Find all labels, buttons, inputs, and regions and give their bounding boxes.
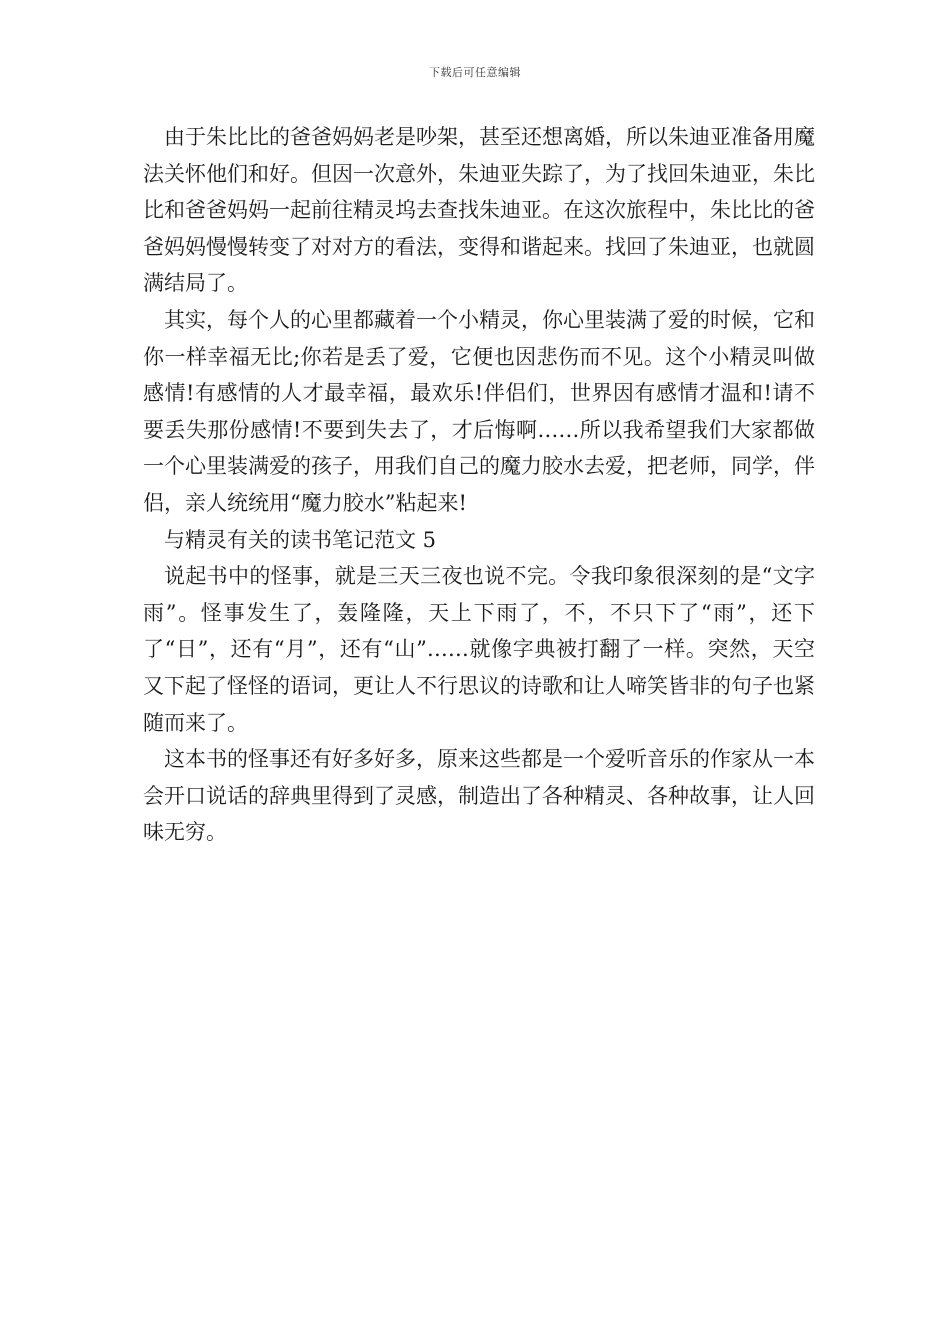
paragraph: 说起书中的怪事，就是三天三夜也说不完。令我印象很深刻的是“文字雨”。怪事发生了，轰隆隆，天上下雨了，不，不只下了“雨”，还下了“日”，还有“月”，还有“山”……就像字典被打翻了一样。突然，天空又下起了怪怪的语词，更让人不行思议的诗歌和让人啼笑皆非的句子也紧随而来了。 (143, 564, 815, 735)
document-body (143, 119, 815, 851)
paragraph: 其实，每个人的心里都藏着一个小精灵，你心里装满了爱的时候，它和你一样幸福无比;你若是丢了爱，它便也因悲伤而不见。这个小精灵叫做感情!有感情的人才最幸福，最欢乐!伴侣们，世界因有感情才温和!请不要丢失那份感情!不要到失去了，才后悔啊……所以我希望我们大家都做一个心里装满爱的孩子，用我们自己的魔力胶水去爱，把老师，同学，伴侣，亲人统统用“魔力胶水”粘起来! (143, 307, 815, 515)
paragraph: 这本书的怪事还有好多好多，原来这些都是一个爱听音乐的作家从一本会开口说话的辞典里得到了灵感，制造出了各种精灵、各种故事，让人回味无穷。 (143, 747, 815, 845)
page-header: 下载后可任意编辑 (429, 66, 521, 79)
paragraph: 由于朱比比的爸爸妈妈老是吵架，甚至还想离婚，所以朱迪亚准备用魔法关怀他们和好。但因一次意外，朱迪亚失踪了，为了找回朱迪亚，朱比比和爸爸妈妈一起前往精灵坞去查找朱迪亚。在这次旅程中，朱比比的爸爸妈妈慢慢转变了对对方的看法，变得和谐起来。找回了朱迪亚，也就圆满结局了。 (143, 125, 815, 296)
section-heading: 与精灵有关的读书笔记范文 5 (164, 527, 437, 552)
